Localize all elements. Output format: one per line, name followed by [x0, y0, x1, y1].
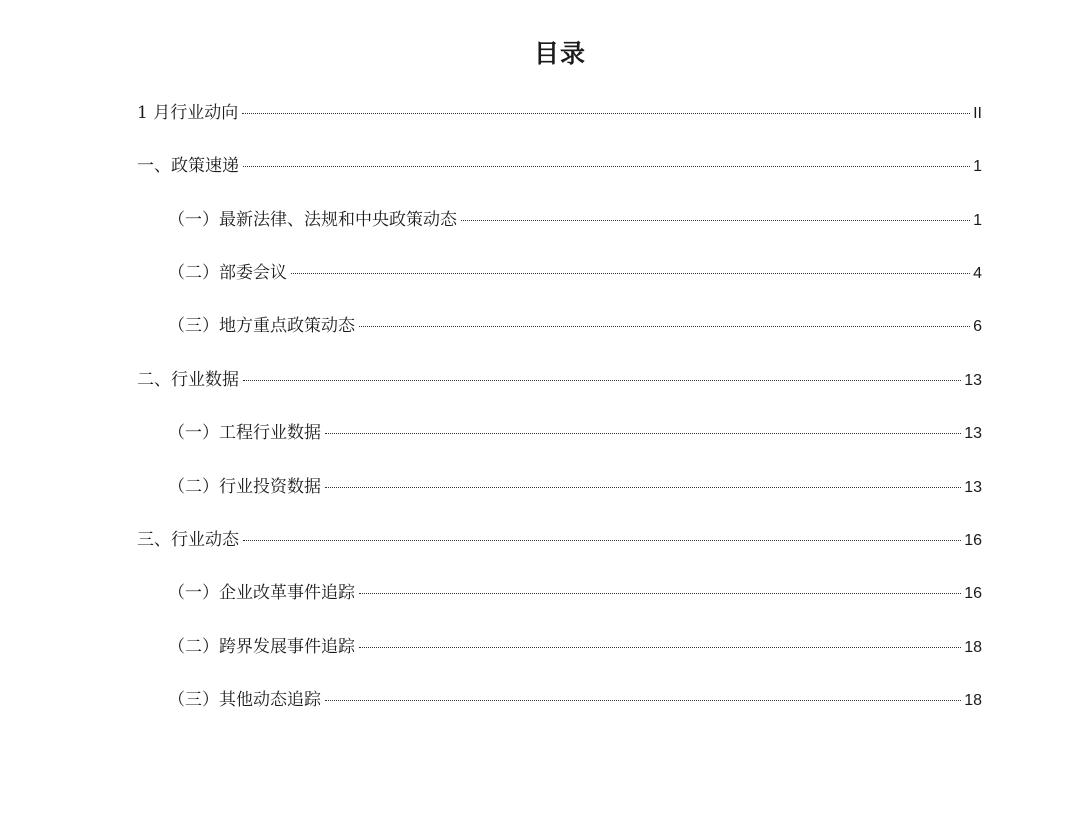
toc-entry[interactable]: [168, 313, 982, 339]
toc-entry-page: 13: [964, 425, 982, 442]
toc-entry-page: 18: [964, 692, 982, 709]
toc-entry-page: 1: [973, 212, 982, 229]
toc-entry-page: II: [973, 105, 982, 122]
toc-dot-leader: [243, 166, 970, 167]
toc-entry[interactable]: [168, 207, 982, 233]
toc-entry-page: 6: [973, 318, 982, 335]
toc-entry-label: 二、行业数据: [137, 370, 239, 390]
toc-entry[interactable]: [168, 260, 982, 286]
toc-entry-label: 一、政策速递: [137, 156, 239, 176]
toc-entry-page: 16: [964, 532, 982, 549]
toc-entry[interactable]: [168, 474, 982, 500]
toc-entry-label: （一）工程行业数据: [168, 423, 321, 443]
toc-entry[interactable]: [168, 580, 982, 606]
toc-entry-page: 4: [973, 265, 982, 282]
toc-entry[interactable]: [137, 100, 982, 126]
toc-entry-label: 1 月行业动向: [137, 103, 239, 123]
toc-dot-leader: [325, 433, 961, 434]
toc-entry-label: （二）行业投资数据: [168, 477, 321, 497]
toc-entry[interactable]: [168, 420, 982, 446]
toc-dot-leader: [359, 326, 970, 327]
toc-dot-leader: [461, 220, 970, 221]
toc-entry-page: 16: [964, 585, 982, 602]
toc-dot-leader: [243, 540, 961, 541]
toc-entry-label: （二）跨界发展事件追踪: [168, 637, 355, 657]
toc-entry-label: 三、行业动态: [137, 530, 239, 550]
toc-entry[interactable]: [137, 527, 982, 553]
toc-dot-leader: [291, 273, 970, 274]
toc-entry-page: 1: [973, 158, 982, 175]
toc-entry-label: （三）其他动态追踪: [168, 690, 321, 710]
toc-entry-page: 13: [964, 372, 982, 389]
toc-entry-label: （一）最新法律、法规和中央政策动态: [168, 210, 457, 230]
toc-dot-leader: [325, 487, 961, 488]
toc-dot-leader: [243, 380, 961, 381]
toc-entry[interactable]: [168, 687, 982, 713]
toc-entry[interactable]: [137, 367, 982, 393]
toc-entry[interactable]: [137, 153, 982, 179]
toc-dot-leader: [325, 700, 961, 701]
toc-entry[interactable]: [168, 634, 982, 660]
toc-dot-leader: [242, 113, 970, 114]
toc-entry-label: （三）地方重点政策动态: [168, 316, 355, 336]
toc-entry-page: 18: [964, 639, 982, 656]
toc-title: 目录: [533, 39, 586, 68]
toc-entry-page: 13: [964, 479, 982, 496]
toc-dot-leader: [359, 647, 961, 648]
toc-entry-label: （一）企业改革事件追踪: [168, 583, 355, 603]
toc-dot-leader: [359, 593, 961, 594]
toc-entry-label: （二）部委会议: [168, 263, 287, 283]
